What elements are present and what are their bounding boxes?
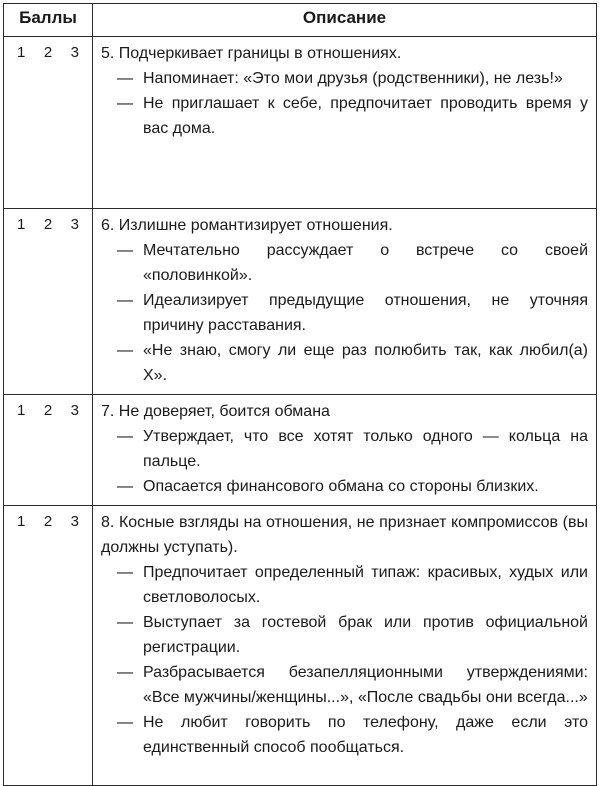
list-item [101,238,588,288]
score-option-1[interactable]: 1 [17,44,26,61]
bullet-text: «Не знаю, смогу ли еще раз полюбить так, как любил(а) Х». [143,342,588,384]
score-cell [4,209,93,395]
list-item [101,660,588,710]
list-item [101,710,588,760]
bullet-text: Предпочитает определенный типаж: красивых, худых или светловолосых. [143,564,588,606]
bullet-text: Идеализирует предыдущие отношения, не уточняя причину расставания. [143,292,588,334]
dash-marker: — [117,242,133,259]
bullet-text: Выступает за гостевой брак или против официальной регистрации. [143,614,588,656]
list-item [101,91,588,141]
dash-marker: — [117,342,133,359]
table-row [4,37,597,209]
score-option-2[interactable]: 2 [43,44,53,61]
score-option-3[interactable]: 3 [70,44,79,61]
score-cell [4,395,93,506]
bullet-text: Утверждает, что все хотят только одного — кольца на пальце. [143,428,588,470]
description-column-header: Описание [93,4,597,37]
item-title: 5. Подчеркивает границы в отношениях. [101,45,402,62]
bullet-text: Разбрасывается безапелляционными утверждениями: «Все мужчины/женщины...», «После свадьбы они всегда...» [143,664,588,706]
bullet-text: Не приглашает к себе, предпочитает проводить время у вас дома. [143,95,588,137]
list-item [101,474,588,499]
score-option-2[interactable]: 2 [43,402,53,419]
table-row [4,209,597,395]
item-title: 7. Не доверяет, боится обмана [101,403,330,420]
bullet-text: Мечтательно рассуждает о встрече со своей «половинкой». [143,242,588,284]
score-option-3[interactable]: 3 [70,402,79,419]
description-cell [93,37,597,209]
list-item [101,338,588,388]
score-option-2[interactable]: 2 [43,216,53,233]
bullet-text: Опасается финансового обмана со стороны близких. [143,478,539,495]
item-title: 6. Излишне романтизирует отношения. [101,217,393,234]
description-cell [93,506,597,786]
scoring-table [3,3,597,786]
table-header-row [4,4,597,37]
table-row [4,395,597,506]
score-cell [4,37,93,209]
dash-marker: — [117,70,133,87]
list-item [101,288,588,338]
bullet-text: Напоминает: «Это мои друзья (родственники), не лезь!» [143,70,563,87]
description-cell [93,395,597,506]
score-option-1[interactable]: 1 [17,513,26,530]
score-option-1[interactable]: 1 [17,402,26,419]
item-title: 8. Косные взгляды на отношения, не признает компромиссов (вы должны уступать). [101,514,588,556]
list-item [101,424,588,474]
description-cell [93,209,597,395]
score-option-3[interactable]: 3 [70,513,79,530]
score-cell [4,506,93,786]
score-column-header: Баллы [4,4,93,37]
table-row [4,506,597,786]
dash-marker: — [117,292,133,309]
dash-marker: — [117,614,133,631]
list-item [101,560,588,610]
score-option-3[interactable]: 3 [70,216,79,233]
dash-marker: — [117,478,133,495]
dash-marker: — [117,564,133,581]
dash-marker: — [117,714,133,731]
bullet-text: Не любит говорить по телефону, даже если это единственный способ пообщаться. [143,714,588,756]
list-item [101,610,588,660]
dash-marker: — [117,428,133,445]
list-item [101,66,588,91]
dash-marker: — [117,664,133,681]
score-option-2[interactable]: 2 [43,513,53,530]
dash-marker: — [117,95,133,112]
score-option-1[interactable]: 1 [17,216,26,233]
